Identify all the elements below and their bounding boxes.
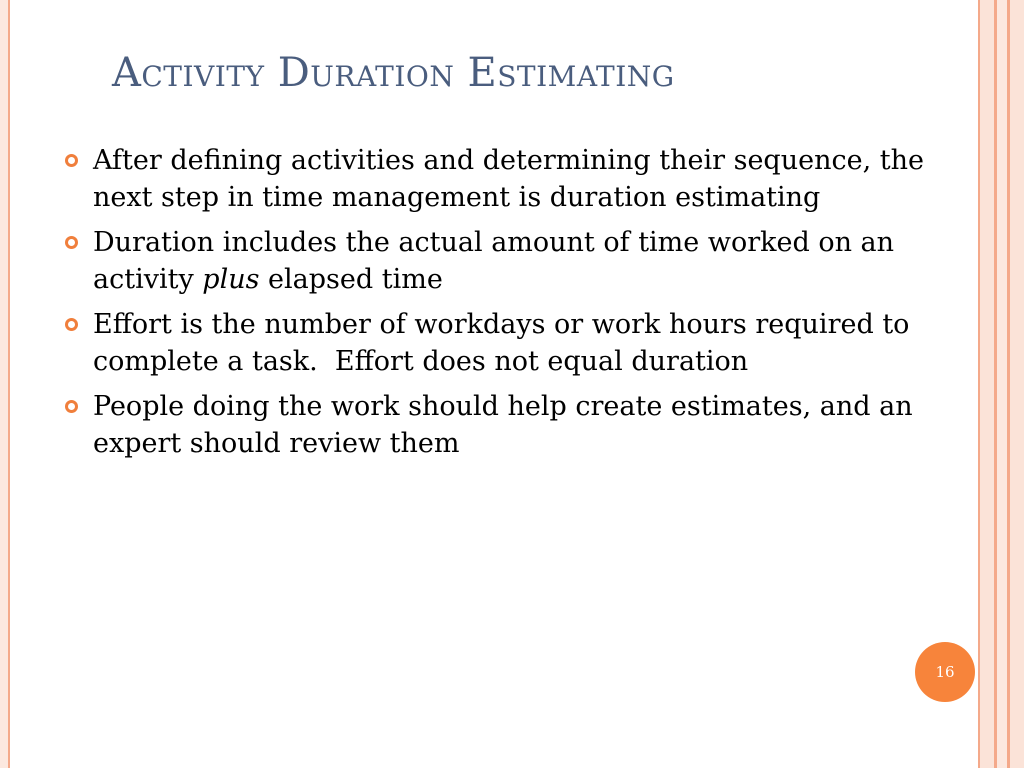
bullet-item [64,306,934,380]
slide-title: Activity Duration Estimating [112,50,675,96]
emphasis-text: plus [202,264,260,295]
bullet-circle-icon [65,154,78,167]
bullet-item [64,142,934,216]
bullet-text: Effort is the number of workdays or work hours required to complete a task. Effort does not equal duration [93,309,919,377]
bullet-text-part: Duration includes the actual amount of time worked on an activity [93,227,895,295]
bullet-circle-icon [65,236,78,249]
bullet-circle-icon [65,318,78,331]
page-number-badge: 16 [915,642,975,702]
bullet-item [64,224,934,298]
bullet-circle-icon [65,400,78,413]
left-border-decoration [0,0,10,768]
bullet-text: After defining activities and determining their sequence, the next step in time management is duration estimating [93,145,924,213]
right-border-decoration [978,0,1024,768]
bullet-text-part: elapsed time [259,264,443,295]
bullet-list [64,142,934,470]
bullet-item [64,388,934,462]
bullet-text [93,227,894,295]
bullet-text: People doing the work should help create estimates, and an expert should review them [93,391,913,459]
